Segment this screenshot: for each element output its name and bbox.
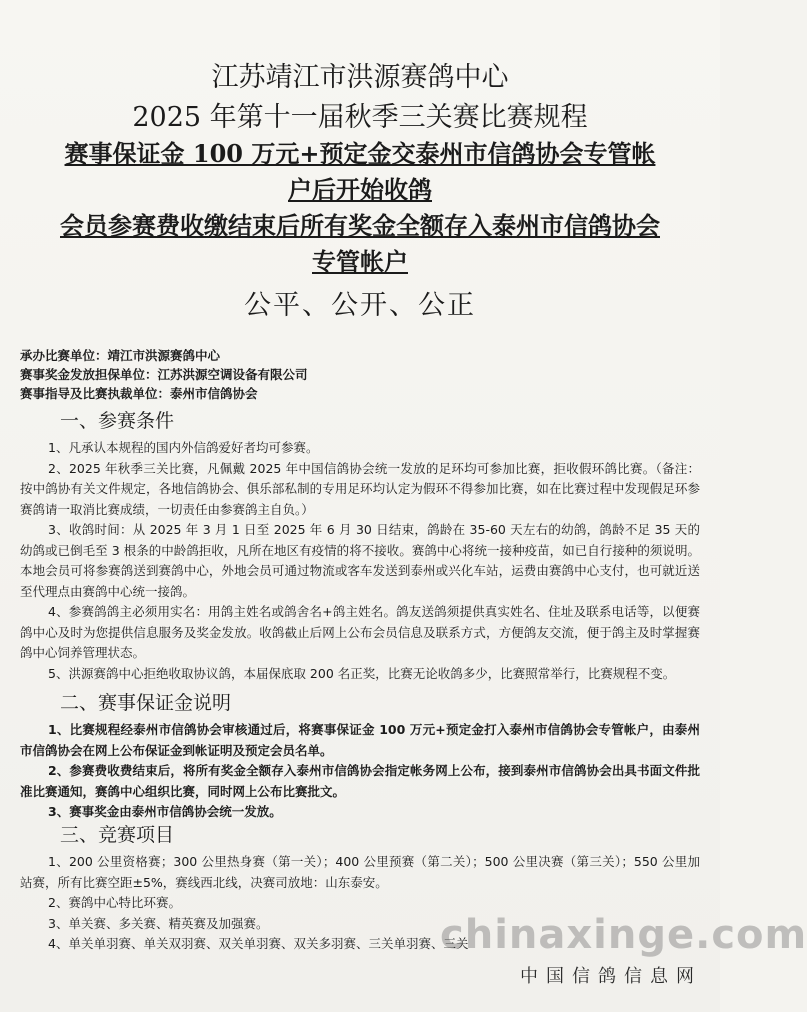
section-eligibility <box>20 408 700 684</box>
section-heading: 一、参赛条件 <box>60 410 175 432</box>
paragraph: 3、单关赛、多关赛、精英赛及加强赛。 <box>48 915 269 931</box>
paragraph: 1、200 公里资格赛；300 公里热身赛（第一关）；400 公里预赛（第二关）；500 公里决赛（第三关）；550 公里加站赛，所有比赛空距±5%，赛线西北线，决赛司放地：山东泰安。 <box>20 854 700 890</box>
paragraph: 2、2025 年秋季三关比赛，凡佩戴 2025 年中国信鸽协会统一发放的足环均可参加比赛，拒收假环鸽比赛。（备注：按中鸽协有关文件规定，各地信鸽协会、俱乐部私制的专用足环均认定为假环不得参加比赛，如在比赛过程中发现假足环参赛鸽请一取消比赛成绩，一切责任由参赛鸽主自负。） <box>20 460 700 517</box>
title-motto: 公平、公开、公正 <box>244 290 476 321</box>
title-deposit-notice: 赛事保证金 100 万元+预定金交泰州市信鸽协会专管帐户后开始收鸽 <box>64 139 656 204</box>
watermark-url: chinaxinge.com <box>440 912 807 958</box>
section-heading: 三、竞赛项目 <box>60 824 175 846</box>
section-heading: 二、赛事保证金说明 <box>60 692 232 714</box>
paragraph: 1、凡承认本规程的国内外信鸽爱好者均可参赛。 <box>48 440 319 455</box>
watermark-site-name: 中国信鸽信息网 <box>520 966 702 987</box>
organizer-info <box>20 346 680 403</box>
guarantor-unit: 赛事奖金发放担保单位：江苏洪源空调设备有限公司 <box>20 367 308 382</box>
paragraph: 2、参赛费收费结束后，将所有奖金全额存入泰州市信鸽协会指定帐务网上公布，接到泰州市信鸽协会出具书面文件批准比赛通知，赛鸽中心组织比赛，同时网上公布比赛批文。 <box>20 763 700 799</box>
paragraph: 5、洪源赛鸽中心拒绝收取协议鸽，本届保底取 200 名正奖，比赛无论收鸽多少，比赛照常举行，比赛规程不变。 <box>48 665 676 681</box>
paragraph: 2、赛鸽中心特比环赛。 <box>48 895 181 910</box>
paragraph: 1、比赛规程经泰州市信鸽协会审核通过后，将赛事保证金 100 万元+预定金打入泰州市信鸽协会专管帐户，由泰州市信鸽协会在网上公布保证金到帐证明及预定会员名单。 <box>20 722 700 758</box>
title-prize-notice: 会员参赛费收缴结束后所有奖金全额存入泰州市信鸽协会专管帐户 <box>60 211 660 276</box>
section-deposit <box>20 690 700 823</box>
paragraph: 3、收鸽时间：从 2025 年 3 月 1 日至 2025 年 6 月 30 日结束，鸽龄在 35-60 天左右的幼鸽，鸽龄不足 35 天的幼鸽或已倒毛至 3 根条的中龄鸽拒收，凡所在地区有疫情的将不接收。赛鸽中心将统一接种疫苗，如已自行接种的须说明。本地会员可将参赛鸽送到赛鸽中心，外地会员可通过物流或客车发送到泰州或兴化车站，运费由赛鸽中心支付，也可就近送至代理点由赛鸽中心统一接鸽。 <box>20 522 700 599</box>
arbitration-unit: 赛事指导及比赛执裁单位：泰州市信鸽协会 <box>20 386 258 401</box>
paragraph: 3、赛事奖金由泰州市信鸽协会统一发放。 <box>48 804 282 819</box>
title-race-rules: 2025 年第十一届秋季三关赛比赛规程 <box>132 102 588 133</box>
title-block <box>0 60 720 326</box>
title-organizer: 江苏靖江市洪源赛鸽中心 <box>211 62 509 93</box>
host-unit: 承办比赛单位：靖江市洪源赛鸽中心 <box>20 348 221 363</box>
paragraph: 4、单关单羽赛、单关双羽赛、双关单羽赛、双关多羽赛、三关单羽赛、三关 <box>48 936 469 951</box>
paragraph: 4、参赛鸽鸽主必须用实名：用鸽主姓名或鸽舍名+鸽主姓名。鸽友送鸽须提供真实姓名、住址及联系电话等，以便赛鸽中心及时为您提供信息服务及奖金发放。收鸽截止后网上公布会员信息及联系方式，方便鸽友交流，便于鸽主及时掌握赛鸽中心饲养管理状态。 <box>20 604 700 660</box>
